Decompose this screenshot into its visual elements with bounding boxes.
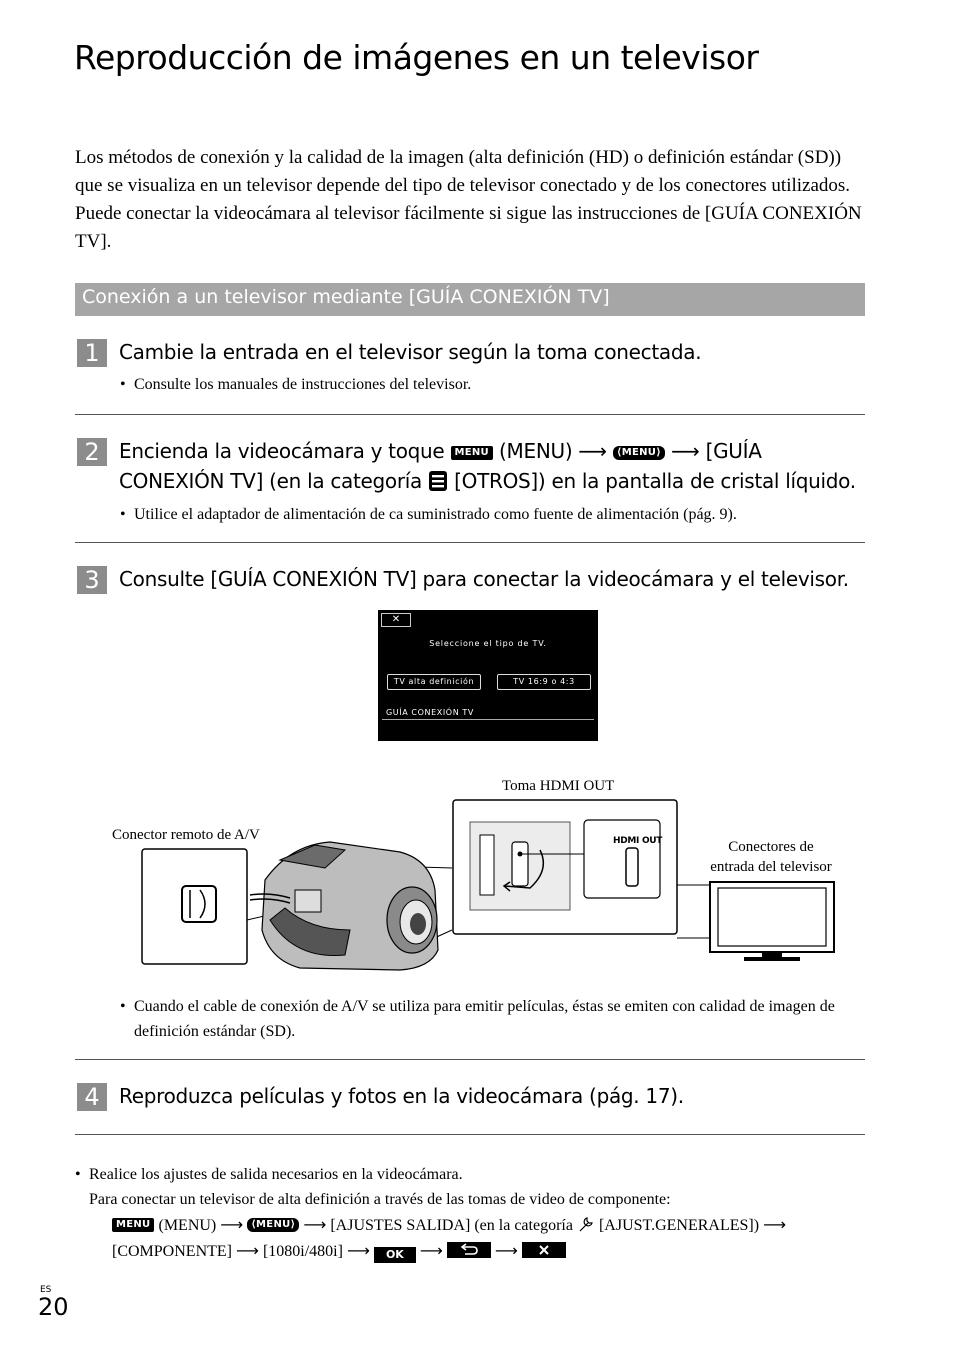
step-1-bullet-text: Consulte los manuales de instrucciones del televisor. bbox=[134, 376, 472, 393]
step-4-number: 4 bbox=[77, 1083, 107, 1111]
screen-footer: GUÍA CONEXIÓN TV bbox=[386, 708, 474, 717]
step-3-bullet bbox=[120, 994, 864, 1044]
camcorder-illustration bbox=[250, 842, 438, 970]
step-2-bullet-text: Utilice el adaptador de alimentación de ca suministrado como fuente de alimentación (pág. 9). bbox=[134, 506, 737, 523]
intro-paragraph: Los métodos de conexión y la calidad de la imagen (alta definición (HD) o definición estándar (SD)) que se visualiza en un televisor depende del tipo de televisor conectado y de los conectores utilizados. Puede conectar la videocámara al televisor fácilmente si sigue las instrucciones de [GUÍA CONEXIÓN TV]. bbox=[75, 147, 862, 252]
menu-badge: MENU bbox=[451, 446, 493, 460]
menu-scroll-badge: ⟨MENU⟩ bbox=[613, 446, 665, 460]
connection-diagram bbox=[100, 790, 860, 980]
close-icon bbox=[522, 1242, 566, 1258]
step-3-bullet-text: Cuando el cable de conexión de A/V se utiliza para emitir películas, éstas se emiten con calidad de imagen de definición estándar (SD). bbox=[134, 998, 835, 1040]
step-2-text-b: (MENU) bbox=[499, 439, 573, 463]
step-2-text-a: Encienda la videocámara y toque bbox=[119, 439, 445, 463]
arrow-icon: ⟶ bbox=[303, 1215, 327, 1234]
screen-footer-line bbox=[382, 719, 594, 720]
close-button[interactable]: ✕ bbox=[381, 613, 411, 627]
step-4-text: Reproduzca películas y fotos en la videocámara (pág. 17). bbox=[119, 1084, 684, 1108]
note-resolution: [1080i/480i] bbox=[262, 1243, 343, 1260]
step-2-text-c: [GUÍA bbox=[705, 439, 762, 463]
note-menu: (MENU) bbox=[158, 1217, 217, 1234]
step-1-text: Cambie la entrada en el televisor según la toma conectada. bbox=[119, 340, 702, 364]
tv-ratio-button[interactable]: TV 16:9 o 4:3 bbox=[497, 674, 591, 690]
step-3-text: Consulte [GUÍA CONEXIÓN TV] para conectar la videocámara y el televisor. bbox=[119, 567, 849, 591]
arrow-icon: ⟶ bbox=[236, 1241, 259, 1260]
note-line-1: Realice los ajustes de salida necesarios en la videocámara. bbox=[89, 1166, 463, 1183]
divider bbox=[75, 542, 865, 543]
note-generales: [AJUST.GENERALES]) bbox=[598, 1217, 760, 1234]
section-title: Conexión a un televisor mediante [GUÍA CONEXIÓN TV] bbox=[82, 286, 610, 308]
page-title: Reproducción de imágenes en un televisor bbox=[74, 38, 759, 77]
ok-button-icon: OK bbox=[374, 1247, 416, 1263]
label-av-connector: Conector remoto de A/V bbox=[112, 827, 260, 843]
hdmi-port-closeup bbox=[584, 820, 663, 898]
return-icon bbox=[447, 1242, 491, 1258]
note-block bbox=[75, 1162, 859, 1264]
bullet-dot: • bbox=[120, 376, 126, 393]
arrow-icon: ⟶ bbox=[494, 1241, 518, 1260]
step-2-text-e: [OTROS]) en la pantalla de cristal líquido. bbox=[454, 469, 856, 493]
divider bbox=[75, 414, 865, 415]
bullet-dot: • bbox=[120, 998, 126, 1015]
arrow-icon: ⟶ bbox=[763, 1215, 787, 1234]
menu-scroll-badge: ⟨MENU⟩ bbox=[247, 1218, 299, 1232]
bullet-dot: • bbox=[120, 506, 126, 523]
arrow-icon: ⟶ bbox=[220, 1215, 244, 1234]
lcd-screen bbox=[378, 610, 598, 741]
divider bbox=[75, 1059, 865, 1060]
note-ajustes: [AJUSTES SALIDA] (en la categoría bbox=[330, 1217, 573, 1234]
step-2-text bbox=[119, 436, 865, 496]
page-number: 20 bbox=[38, 1293, 69, 1321]
divider bbox=[75, 1134, 865, 1135]
step-1-number: 1 bbox=[77, 339, 107, 367]
av-port-icon bbox=[182, 886, 216, 922]
label-tv-inputs-line2: entrada del televisor bbox=[710, 859, 832, 875]
arrow-icon: ⟶ bbox=[419, 1241, 443, 1260]
label-hdmi-out: Toma HDMI OUT bbox=[502, 778, 615, 794]
step-3-number: 3 bbox=[77, 566, 107, 594]
hdmi-port-icon bbox=[626, 848, 638, 886]
step-2-text-d: CONEXIÓN TV] (en la categoría bbox=[119, 469, 422, 493]
tv-icon bbox=[710, 882, 834, 961]
bullet-dot: • bbox=[75, 1166, 81, 1183]
arrow-icon: ⟶ bbox=[671, 439, 700, 463]
note-line-2: Para conectar un televisor de alta definición a través de las tomas de video de componente: bbox=[89, 1191, 671, 1208]
hdmi-port-label: HDMI OUT bbox=[613, 836, 663, 846]
tv-hd-button[interactable]: TV alta definición bbox=[387, 674, 481, 690]
page-language: ES bbox=[40, 1285, 52, 1295]
step-1-bullet bbox=[120, 372, 472, 397]
note-line-3 bbox=[112, 1212, 859, 1238]
note-line-4 bbox=[112, 1238, 859, 1264]
label-tv-inputs-line1: Conectores de bbox=[728, 839, 814, 855]
step-2-bullet bbox=[120, 502, 737, 527]
note-componente: [COMPONENTE] bbox=[112, 1243, 232, 1260]
section-header bbox=[75, 283, 865, 316]
screen-prompt: Seleccione el tipo de TV. bbox=[429, 639, 547, 648]
arrow-icon: ⟶ bbox=[578, 439, 607, 463]
menu-badge: MENU bbox=[112, 1218, 154, 1232]
wrench-icon bbox=[577, 1215, 595, 1233]
step-2-number: 2 bbox=[77, 438, 107, 466]
arrow-icon: ⟶ bbox=[346, 1241, 370, 1260]
others-category-icon bbox=[428, 470, 448, 492]
